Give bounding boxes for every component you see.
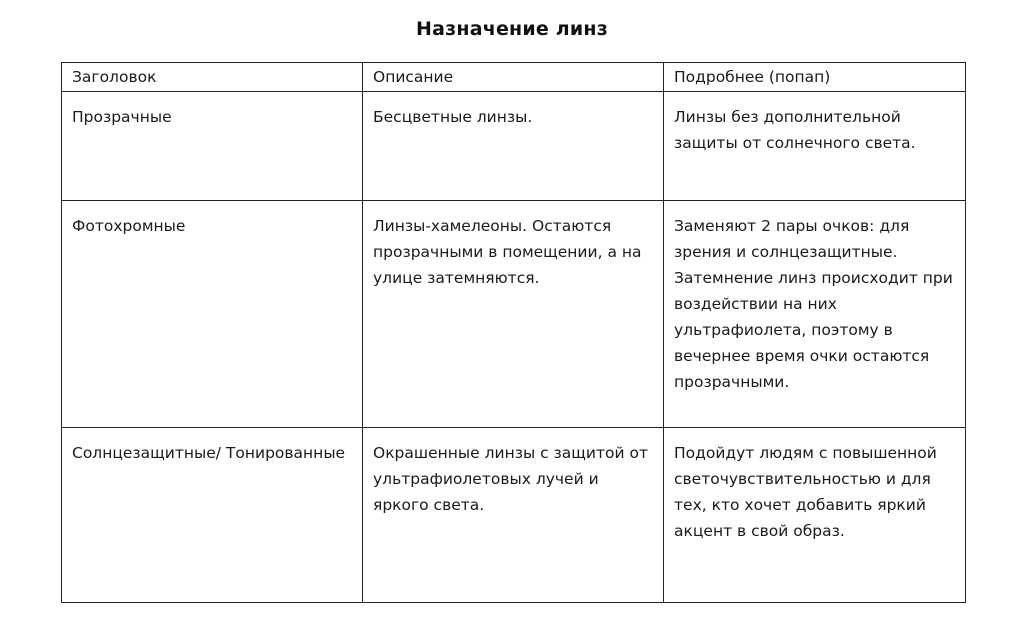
cell-details-text: Линзы без дополнительной защиты от солнечного света.	[674, 108, 916, 152]
cell-details	[664, 92, 966, 201]
header-cell-details: Подробнее (попап)	[664, 63, 966, 92]
header-cell-description: Описание	[363, 63, 664, 92]
cell-title-text: Прозрачные	[72, 108, 172, 126]
cell-description-text: Линзы-хамелеоны. Остаются прозрачными в помещении, а на улице затемняются.	[373, 217, 642, 287]
cell-details-text: Подойдут людям с повышенной светочувствительностью и для тех, кто хочет добавить яркий акцент в свой образ.	[674, 444, 937, 540]
cell-description	[363, 428, 664, 603]
table-header-row	[62, 63, 966, 92]
cell-description-text: Бесцветные линзы.	[373, 108, 533, 126]
cell-details	[664, 428, 966, 603]
cell-title	[62, 201, 363, 428]
cell-title-text: Фотохромные	[72, 217, 186, 235]
cell-description	[363, 201, 664, 428]
table-row	[62, 428, 966, 603]
table-row	[62, 201, 966, 428]
cell-description-text: Окрашенные линзы с защитой от ультрафиолетовых лучей и яркого света.	[373, 444, 648, 514]
cell-details	[664, 201, 966, 428]
cell-title	[62, 428, 363, 603]
page-title: Назначение линз	[416, 18, 608, 40]
cell-description	[363, 92, 664, 201]
header-cell-title: Заголовок	[62, 63, 363, 92]
table-row	[62, 92, 966, 201]
cell-title-text: Солнцезащитные/ Тонированные	[72, 444, 346, 462]
lens-purpose-table	[61, 62, 966, 603]
cell-title	[62, 92, 363, 201]
cell-details-text: Заменяют 2 пары очков: для зрения и солнцезащитные. Затемнение линз происходит при воздействии на них ультрафиолета, поэтому в вечернее время очки остаются прозрачными.	[674, 217, 953, 391]
